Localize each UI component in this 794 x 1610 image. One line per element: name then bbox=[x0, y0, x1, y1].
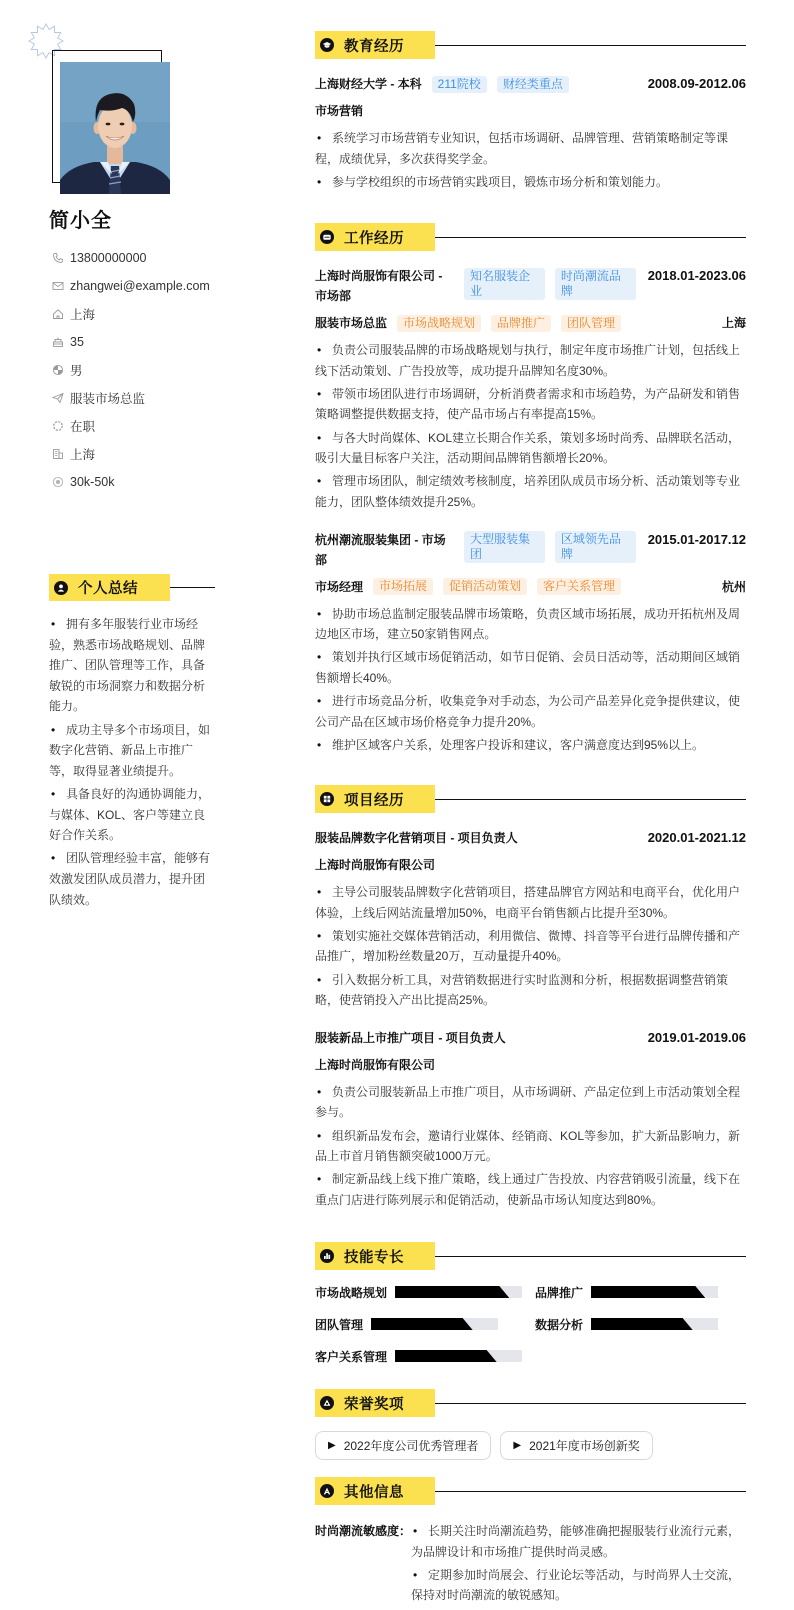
skill-bar-fill bbox=[395, 1350, 497, 1362]
skill-bar-fill bbox=[591, 1318, 693, 1330]
bullet-icon: • bbox=[51, 617, 56, 631]
work-title: 工作经历 bbox=[344, 230, 404, 247]
school-tag: 211院校 bbox=[432, 76, 487, 93]
mail-icon bbox=[49, 280, 70, 292]
skill-bar-fill bbox=[591, 1286, 705, 1298]
skills-title: 技能专长 bbox=[344, 1249, 404, 1266]
bullet-icon: • bbox=[51, 722, 56, 737]
bullet-text: 管理市场团队，制定绩效考核制度，培养团队成员市场分析、活动策划等专业能力，团队整体绩效提升25%。 bbox=[315, 474, 741, 509]
project-bullets bbox=[315, 882, 746, 1011]
skill-tag: 市场拓展 bbox=[373, 578, 433, 595]
project-title-row bbox=[315, 1028, 746, 1048]
awards-section bbox=[315, 1389, 746, 1460]
bullet-item bbox=[315, 970, 746, 1011]
grid-icon bbox=[320, 792, 334, 806]
skill-tag: 客户关系管理 bbox=[537, 578, 621, 595]
summary-text: 拥有多年服装行业市场经验，熟悉市场战略规划、品牌推广、团队管理等工作，具备敏锐的市场洞察力和数据分析能力。 bbox=[49, 617, 206, 714]
skill-tag: 品牌推广 bbox=[491, 315, 551, 332]
other-header-box bbox=[315, 1477, 435, 1505]
projects-section bbox=[315, 785, 746, 1213]
summary-text: 团队管理经验丰富，能够有效激发团队成员潜力，提升团队绩效。 bbox=[49, 851, 211, 907]
contact-hometown bbox=[49, 300, 219, 328]
summary-text: 成功主导多个市场项目，如数字化营销、新品上市推广等，取得显著业绩提升。 bbox=[49, 722, 211, 778]
company-name: 杭州潮流服装集团 - 市场部 bbox=[315, 532, 446, 567]
contact-salary-value: 30k-50k bbox=[70, 475, 115, 489]
project-date: 2019.01-2019.06 bbox=[647, 1029, 746, 1045]
other-info-label: 时尚潮流敏感度： bbox=[315, 1524, 412, 1538]
work-location: 杭州 bbox=[721, 579, 746, 594]
bullet-icon: • bbox=[413, 1524, 418, 1538]
bullet-text: 策划实施社交媒体营销活动，利用微信、微博、抖音等平台进行品牌传播和产品推广，增加粉丝数量20万，互动量提升40%。 bbox=[315, 928, 741, 964]
bullet-item bbox=[315, 128, 746, 169]
education-bullets bbox=[315, 128, 746, 192]
skills-grid bbox=[315, 1276, 746, 1372]
bullet-item bbox=[315, 604, 746, 645]
bullet-text: 进行市场竞品分析，收集竞争对手动态，为公司产品差异化竞争提供建议，使公司产品在区域市场价格竞争力提升20%。 bbox=[315, 694, 741, 729]
contact-job bbox=[49, 384, 219, 412]
bullet-item bbox=[315, 691, 746, 732]
bullet-icon: • bbox=[317, 174, 322, 189]
project-name: 服装新品上市推广项目 - 项目负责人 bbox=[315, 1030, 506, 1045]
skill-bar bbox=[591, 1286, 718, 1298]
job-role: 服装市场总监 bbox=[315, 316, 388, 330]
project-date: 2020.01-2021.12 bbox=[647, 830, 746, 845]
person-icon bbox=[54, 581, 68, 595]
work-bullets bbox=[315, 340, 746, 513]
work-role-row bbox=[315, 313, 746, 333]
project-company: 上海时尚服饰有限公司 bbox=[315, 1057, 436, 1072]
education-date: 2008.09-2012.06 bbox=[647, 76, 746, 91]
projects-section-header bbox=[315, 785, 746, 813]
play-triangle-icon: ▶ bbox=[328, 1440, 336, 1451]
skill-tag: 市场战略规划 bbox=[397, 315, 481, 332]
skill-name: 品牌推广 bbox=[535, 1285, 584, 1300]
education-major-row bbox=[315, 101, 746, 121]
work-company-row bbox=[315, 266, 746, 306]
skill-name: 市场战略规划 bbox=[315, 1285, 388, 1300]
work-header-box bbox=[315, 223, 435, 251]
summary-item bbox=[49, 848, 213, 910]
bullet-text: 协助市场总监制定服装品牌市场策略，负责区域市场拓展，成功开拓杭州及周边地区市场，建立50家销售网点。 bbox=[315, 606, 741, 642]
contact-city bbox=[49, 440, 219, 468]
bullet-icon: • bbox=[51, 786, 56, 801]
awards-list bbox=[315, 1431, 746, 1460]
bullet-icon: • bbox=[317, 1084, 322, 1099]
bullet-icon: • bbox=[317, 1172, 322, 1187]
skill-bar-fill bbox=[371, 1318, 473, 1330]
award-text: 2021年度市场创新奖 bbox=[529, 1439, 640, 1453]
bullet-text: 组织新品发布会，邀请行业媒体、经销商、KOL等参加，扩大新品影响力，新品上市首月销售额突破1000万元。 bbox=[315, 1128, 741, 1164]
skills-section bbox=[315, 1242, 746, 1372]
city-icon bbox=[49, 448, 70, 460]
summary-item bbox=[49, 720, 213, 782]
bullet-icon: • bbox=[317, 474, 322, 489]
skill-bar-fill bbox=[395, 1286, 509, 1298]
home-icon bbox=[49, 308, 70, 320]
bullet-item bbox=[315, 340, 746, 381]
company-tag: 知名服装企业 bbox=[464, 268, 545, 300]
school-name: 上海财经大学 - 本科 bbox=[315, 77, 422, 91]
bullet-icon: • bbox=[317, 972, 322, 987]
awards-header-box bbox=[315, 1389, 435, 1417]
contact-status bbox=[49, 412, 219, 440]
bullet-item bbox=[411, 1565, 746, 1606]
awards-title: 荣誉奖项 bbox=[344, 1396, 404, 1413]
bullet-item bbox=[315, 735, 746, 756]
bullet-text: 策划并执行区域市场促销活动，如节日促销、会员日活动等，活动期间区域销售额增长40%。 bbox=[315, 650, 741, 685]
project-title-row bbox=[315, 828, 746, 848]
bullet-item bbox=[315, 882, 746, 923]
company-tag: 区域领先品牌 bbox=[555, 531, 636, 563]
education-header-box bbox=[315, 31, 435, 59]
work-company-row bbox=[315, 530, 746, 570]
summary-section-header bbox=[49, 574, 215, 601]
project-company-row bbox=[315, 855, 746, 875]
skill-item bbox=[315, 1340, 535, 1372]
award-icon bbox=[320, 1396, 334, 1410]
contact-list bbox=[49, 244, 219, 496]
skill-item bbox=[535, 1308, 746, 1340]
other-info-bullets bbox=[411, 1521, 746, 1609]
profile-photo bbox=[60, 62, 170, 194]
major: 市场营销 bbox=[315, 104, 364, 118]
bullet-text: 主导公司服装品牌数字化营销项目，搭建品牌官方网站和电商平台，优化用户体验，上线后网站流量增加50%，电商平台销售额占比提升至30%。 bbox=[315, 885, 741, 920]
work-item bbox=[315, 530, 746, 756]
header-divider bbox=[435, 237, 746, 238]
bullet-icon: • bbox=[317, 343, 322, 357]
work-item bbox=[315, 266, 746, 513]
gender-icon bbox=[49, 364, 70, 376]
age-icon bbox=[49, 336, 70, 348]
contact-age-value: 35 bbox=[70, 335, 84, 349]
bullet-item bbox=[315, 1169, 746, 1210]
bullet-item bbox=[315, 926, 746, 967]
work-bullets bbox=[315, 604, 746, 756]
other-info-row bbox=[315, 1521, 746, 1609]
work-role-row bbox=[315, 577, 746, 597]
contact-gender-value: 男 bbox=[70, 364, 83, 378]
bullet-icon: • bbox=[317, 386, 322, 401]
bullet-item bbox=[315, 471, 746, 512]
bullet-text: 负责公司服装品牌的市场战略规划与执行，制定年度市场推广计划，包括线上线下活动策划、广告投放等，成功提升品牌知名度30%。 bbox=[315, 343, 741, 378]
summary-list bbox=[49, 614, 213, 913]
job-role: 市场经理 bbox=[315, 579, 364, 594]
bullet-item bbox=[315, 647, 746, 688]
other-title: 其他信息 bbox=[344, 1484, 404, 1501]
other-section-header bbox=[315, 1477, 746, 1505]
contact-salary bbox=[49, 468, 219, 496]
bullet-icon: • bbox=[317, 737, 322, 752]
project-name: 服装品牌数字化营销项目 - 项目负责人 bbox=[315, 831, 518, 845]
header-divider bbox=[435, 1256, 746, 1257]
summary-item bbox=[49, 614, 213, 717]
bullet-item bbox=[315, 1126, 746, 1167]
work-location: 上海 bbox=[721, 316, 746, 330]
contact-job-value: 服装市场总监 bbox=[70, 392, 146, 406]
header-divider bbox=[435, 799, 746, 800]
bullet-icon: • bbox=[317, 430, 322, 445]
bullet-text: 制定新品线上线下推广策略，线上通过广告投放、内容营销吸引流量，线下在重点门店进行陈列展示和促销活动，使新品市场认知度达到80%。 bbox=[315, 1172, 741, 1207]
candidate-name: 简小全 bbox=[49, 210, 112, 232]
bullet-item bbox=[411, 1521, 746, 1562]
bullet-item bbox=[315, 172, 746, 193]
skills-section-header bbox=[315, 1242, 746, 1270]
skill-item bbox=[535, 1276, 746, 1308]
header-divider bbox=[435, 45, 746, 46]
phone-icon bbox=[49, 252, 70, 264]
contact-phone bbox=[49, 244, 219, 272]
award-chip[interactable] bbox=[500, 1431, 652, 1460]
award-text: 2022年度公司优秀管理者 bbox=[343, 1439, 479, 1453]
contact-hometown-value: 上海 bbox=[70, 308, 96, 322]
bullet-item bbox=[315, 384, 746, 425]
skill-name: 团队管理 bbox=[315, 1317, 364, 1332]
work-date: 2015.01-2017.12 bbox=[647, 531, 746, 547]
bullet-text: 负责公司服装新品上市推广项目，从市场调研、产品定位到上市活动策划全程参与。 bbox=[315, 1084, 741, 1120]
summary-title: 个人总结 bbox=[78, 581, 138, 597]
project-company-row bbox=[315, 1055, 746, 1075]
bullet-text: 维护区域客户关系，处理客户投诉和建议，客户满意度达到95%以上。 bbox=[332, 737, 705, 752]
skill-bar bbox=[591, 1318, 718, 1330]
info-a-icon bbox=[320, 1484, 334, 1498]
contact-city-value: 上海 bbox=[70, 448, 96, 462]
work-section bbox=[315, 223, 746, 758]
bullet-icon: • bbox=[317, 885, 322, 899]
contact-phone-value: 13800000000 bbox=[70, 251, 147, 265]
education-item bbox=[315, 74, 746, 192]
skill-tag: 团队管理 bbox=[561, 315, 621, 332]
play-triangle-icon: ▶ bbox=[513, 1440, 522, 1451]
bar-chart-icon bbox=[320, 1249, 334, 1263]
header-divider bbox=[170, 587, 215, 588]
bullet-icon: • bbox=[317, 928, 322, 943]
contact-age bbox=[49, 328, 219, 356]
bullet-text: 长期关注时尚潮流趋势，能够准确把握服装行业流行元素，为品牌设计和市场推广提供时尚灵感。 bbox=[411, 1524, 741, 1559]
bullet-icon: • bbox=[317, 650, 322, 665]
skill-bar bbox=[395, 1286, 522, 1298]
skill-bar bbox=[371, 1318, 498, 1330]
header-divider bbox=[435, 1491, 746, 1492]
skill-tag: 促销活动策划 bbox=[443, 578, 527, 595]
bullet-icon: • bbox=[51, 851, 56, 866]
bullet-icon: • bbox=[317, 131, 322, 145]
education-title-row bbox=[315, 74, 746, 94]
contact-status-value: 在职 bbox=[70, 420, 96, 434]
bullet-text: 参与学校组织的市场营销实践项目，锻炼市场分析和策划能力。 bbox=[332, 174, 669, 189]
skill-bar bbox=[395, 1350, 522, 1362]
bullet-text: 系统学习市场营销专业知识，包括市场调研、品牌管理、营销策略制定等课程，成绩优异，多次获得奖学金。 bbox=[315, 131, 729, 166]
education-section-header bbox=[315, 31, 746, 59]
skill-name: 客户关系管理 bbox=[315, 1349, 388, 1364]
summary-item bbox=[49, 784, 213, 846]
school-tag: 财经类重点 bbox=[497, 76, 569, 93]
summary-text: 具备良好的沟通协调能力，与媒体、KOL、客户等建立良好合作关系。 bbox=[49, 786, 211, 843]
bullet-item bbox=[315, 428, 746, 469]
contact-email bbox=[49, 272, 219, 300]
company-name: 上海时尚服饰有限公司 - 市场部 bbox=[315, 269, 443, 303]
salary-icon bbox=[49, 476, 70, 488]
other-section bbox=[315, 1477, 746, 1609]
bullet-icon: • bbox=[317, 694, 322, 709]
project-item bbox=[315, 1028, 746, 1211]
work-section-header bbox=[315, 223, 746, 251]
projects-title: 项目经历 bbox=[344, 792, 404, 809]
summary-header-box bbox=[49, 574, 170, 601]
project-bullets bbox=[315, 1082, 746, 1211]
status-icon bbox=[49, 420, 70, 432]
bullet-icon: • bbox=[317, 1128, 322, 1143]
contact-email-value: zhangwei@example.com bbox=[70, 279, 210, 293]
education-section bbox=[315, 31, 746, 195]
skill-name: 数据分析 bbox=[535, 1317, 584, 1332]
education-title: 教育经历 bbox=[344, 38, 404, 55]
job-icon bbox=[49, 392, 70, 404]
bullet-text: 与各大时尚媒体、KOL建立长期合作关系，策划多场时尚秀、品牌联名活动，吸引大量目标客户关注，活动期间品牌销售额增长20%。 bbox=[315, 430, 741, 466]
skill-item bbox=[315, 1276, 535, 1308]
work-date: 2018.01-2023.06 bbox=[647, 268, 746, 283]
project-item bbox=[315, 828, 746, 1011]
company-tag: 大型服装集团 bbox=[464, 531, 545, 563]
contact-gender bbox=[49, 356, 219, 384]
bullet-icon: • bbox=[413, 1567, 418, 1582]
projects-header-box bbox=[315, 785, 435, 813]
graduation-cap-icon bbox=[320, 38, 334, 52]
header-divider bbox=[435, 1403, 746, 1404]
company-tag: 时尚潮流品牌 bbox=[555, 268, 636, 300]
bullet-icon: • bbox=[317, 606, 322, 621]
award-chip[interactable] bbox=[315, 1431, 491, 1460]
bullet-text: 带领市场团队进行市场调研，分析消费者需求和市场趋势，为产品研发和销售策略调整提供数据支持，使产品市场占有率提高15%。 bbox=[315, 386, 741, 422]
skill-item bbox=[315, 1308, 535, 1340]
awards-section-header bbox=[315, 1389, 746, 1417]
briefcase-icon bbox=[320, 230, 334, 244]
skills-header-box bbox=[315, 1242, 435, 1270]
bullet-item bbox=[315, 1082, 746, 1123]
bullet-text: 定期参加时尚展会、行业论坛等活动，与时尚界人士交流，保持对时尚潮流的敏锐感知。 bbox=[411, 1567, 741, 1603]
bullet-text: 引入数据分析工具，对营销数据进行实时监测和分析，根据数据调整营销策略，使营销投入产出比提高25%。 bbox=[315, 972, 729, 1008]
project-company: 上海时尚服饰有限公司 bbox=[315, 858, 436, 872]
